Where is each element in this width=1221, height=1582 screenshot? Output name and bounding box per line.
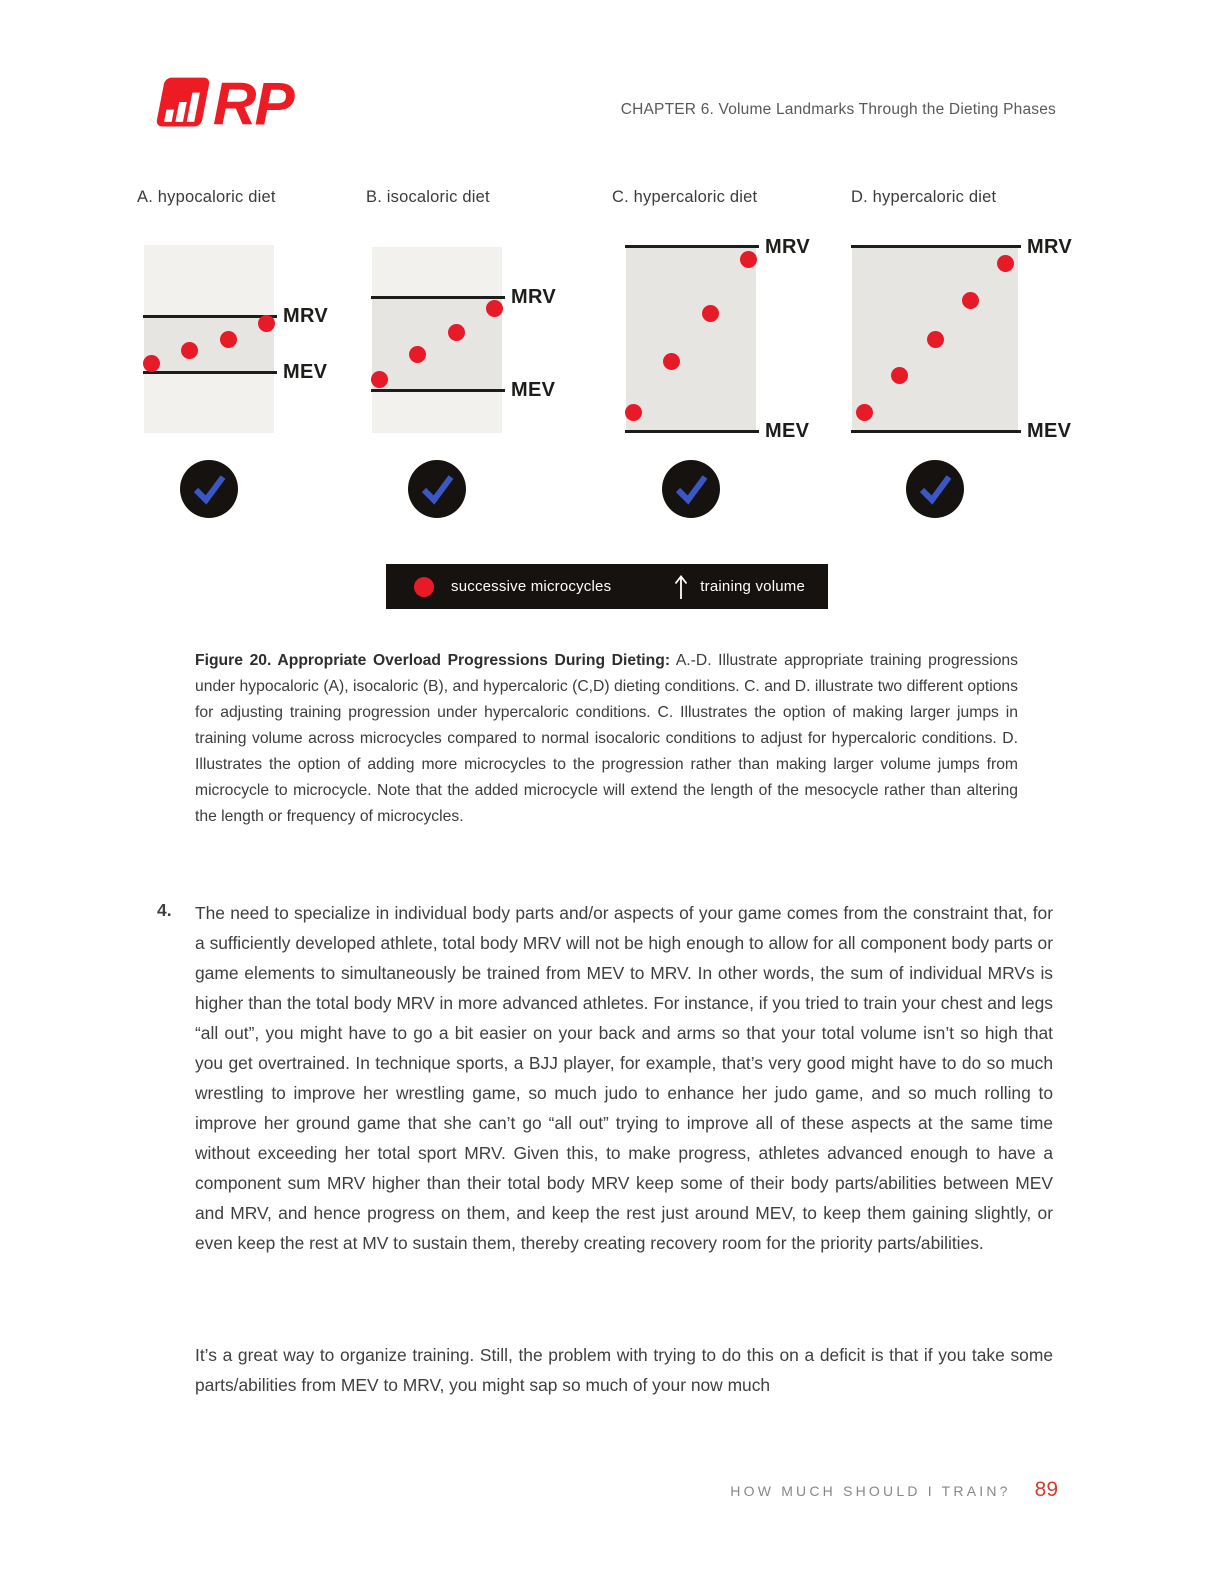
list-item-number: 4. — [157, 900, 172, 920]
microcycle-dot — [962, 292, 979, 309]
blue-check-icon — [905, 459, 965, 519]
page-footer — [730, 1478, 1058, 1502]
diet-diagram-panel — [144, 245, 328, 433]
mev-label: MEV — [511, 379, 556, 402]
microcycle-dot — [997, 255, 1014, 272]
mrv-line — [371, 296, 505, 299]
microcycle-dot — [220, 331, 237, 348]
blue-check-icon — [407, 459, 467, 519]
diet-diagram-panel — [852, 235, 1072, 443]
microcycle-dot — [486, 300, 503, 317]
training-volume-arrow-icon — [673, 574, 689, 600]
diagram-title: B. isocaloric diet — [366, 188, 490, 206]
mrv-label: MRV — [283, 305, 328, 328]
microcycle-dot — [625, 404, 642, 421]
microcycle-dot — [258, 315, 275, 332]
mev-mrv-band — [144, 316, 274, 372]
chapter-header: CHAPTER 6. Volume Landmarks Through the Dieting Phases — [620, 101, 1056, 118]
mev-line — [625, 430, 759, 433]
mev-line — [143, 371, 277, 374]
mrv-label: MRV — [765, 235, 810, 258]
microcycle-dot — [927, 331, 944, 348]
mrv-line — [625, 245, 759, 248]
diet-diagram-panel — [626, 235, 810, 443]
blue-check-icon — [661, 459, 721, 519]
blue-check-icon — [179, 459, 239, 519]
mev-label: MEV — [1027, 420, 1072, 443]
mev-mrv-band — [372, 297, 502, 390]
diagram-title: C. hypercaloric diet — [612, 188, 758, 206]
microcycle-dot — [891, 367, 908, 384]
microcycle-dot — [856, 404, 873, 421]
microcycle-dot — [143, 355, 160, 372]
rp-logo-text: RP — [212, 74, 293, 132]
microcycle-dot — [740, 251, 757, 268]
diagram-title: D. hypercaloric diet — [851, 188, 997, 206]
mev-label: MEV — [283, 361, 328, 384]
figure-caption-title: Figure 20. Appropriate Overload Progressions During Dieting: — [195, 652, 671, 669]
mrv-label: MRV — [1027, 235, 1072, 258]
figure-legend — [386, 564, 828, 609]
mev-label: MEV — [765, 420, 810, 443]
mrv-line — [143, 315, 277, 318]
figure-caption-text: A.-D. Illustrate appropriate training progressions under hypocaloric (A), isocaloric (B), and hypercaloric (C,D) dieting conditions. C. and D. illustrate two different options for adjusting training progression under hypercaloric conditions. C. Illustrates the option of making larger jumps in training volume across microcycles compared to normal isocaloric conditions to adjust for hypercaloric conditions. D. Illustrates the option of adding more microcycles to the progression rather than making larger volume jumps from microcycle to microcycle. Note that the added microcycle will extend the length of the mesocycle rather than altering the length or frequency of microcycles. — [195, 652, 1018, 825]
page-number: 89 — [1034, 1478, 1058, 1501]
microcycle-dot-icon — [414, 577, 434, 597]
mrv-line — [851, 245, 1021, 248]
mev-line — [371, 389, 505, 392]
diet-diagram-panel — [372, 247, 556, 433]
mev-line — [851, 430, 1021, 433]
body-paragraph-1: The need to specialize in individual body parts and/or aspects of your game comes from the constraint that, for a sufficiently developed athlete, total body MRV will not be high enough to allow for all component body parts or game elements to simultaneously be trained from MEV to MRV. In other words, the sum of individual MRVs is higher than the total body MRV in more advanced athletes. For instance, if you tried to train your chest and legs “all out”, you might have to go a bit easier on your back and arms so that your total volume isn’t so high that you get overtrained. In technique sports, a BJJ player, for example, that’s very good might have to do so much wrestling to improve her wrestling game, so much judo to enhance her judo game, and so much rolling to improve her ground game that she can’t go “all out” trying to improve all of these aspects at the same time without exceeding her total sport MRV. Given this, to make progress, athletes advanced enough to have a component sum MRV higher than their total body MRV keep some of their body parts/abilities between MEV and MRV, and hence progress on them, and keep the rest just around MEV, to keep them gaining slightly, or even keep the rest at MV to sustain them, thereby creating recovery room for the priority parts/abilities. — [195, 903, 1053, 1253]
microcycle-dot — [448, 324, 465, 341]
body-paragraph-2: It’s a great way to organize training. Still, the problem with trying to do this on a deficit is that if you take some parts/abilities from MEV to MRV, you might sap so much of your now much — [195, 1345, 1053, 1395]
figure-caption — [195, 648, 1018, 830]
microcycle-dot — [702, 305, 719, 322]
legend-dot-label: successive microcycles — [451, 578, 612, 595]
diagram-title: A. hypocaloric diet — [137, 188, 276, 206]
footer-title: HOW MUCH SHOULD I TRAIN? — [730, 1483, 1011, 1499]
microcycle-dot — [663, 353, 680, 370]
rp-logo-icon — [145, 74, 307, 132]
legend-arrow-label: training volume — [700, 578, 805, 595]
mrv-label: MRV — [511, 286, 556, 309]
